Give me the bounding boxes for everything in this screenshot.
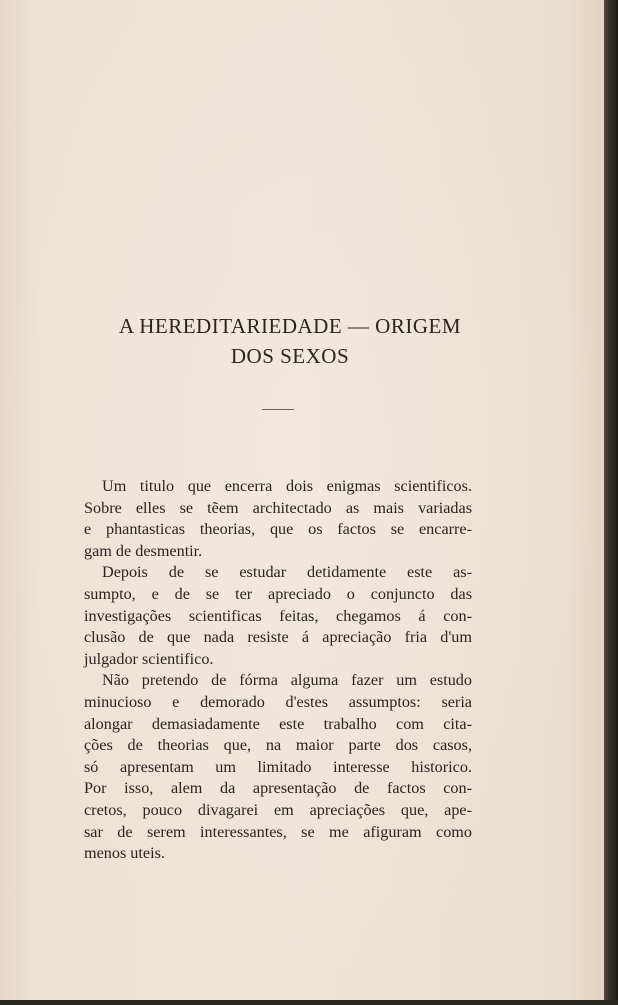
body-line: gam de desmentir. — [84, 541, 203, 560]
body-line: Não pretendo de fórma alguma fazer um estudo — [102, 671, 472, 690]
body-line: julgador scientifico. — [84, 649, 214, 668]
body-line: minucioso e demorado d'estes assumptos: seria — [84, 692, 472, 711]
page-bottom-shadow — [0, 1000, 618, 1005]
body-line: clusão de que nada resiste á apreciação fria d'um — [84, 628, 472, 647]
chapter-body — [84, 476, 472, 865]
body-line: cretos, pouco divagarei em apreciações que, ape- — [84, 800, 472, 819]
body-line: menos uteis. — [84, 844, 165, 863]
body-line: investigações scientificas feitas, chegamos á con- — [84, 606, 472, 625]
body-line: Sobre elles se tẽem architectado as mais variadas — [84, 498, 472, 517]
body-line: Depois de se estudar detidamente este as- — [102, 563, 472, 582]
chapter-title-line-1: A HEREDITARIEDADE — ORIGEM — [118, 314, 462, 338]
title-divider — [262, 409, 294, 410]
body-line: Um titulo que encerra dois enigmas scientificos. — [102, 477, 472, 495]
body-line: e phantasticas theorias, que os factos se encarre- — [84, 520, 472, 539]
chapter-title-line-2: DOS SEXOS — [230, 344, 350, 368]
body-line: Por isso, alem da apresentação de factos con- — [84, 779, 472, 798]
body-line: alongar demasiadamente este trabalho com cita- — [84, 714, 472, 733]
body-line: sar de serem interessantes, se me afiguram como — [84, 822, 472, 841]
book-binding-edge — [604, 0, 618, 1005]
body-line: sumpto, e de se ter apreciado o conjuncto das — [84, 584, 472, 603]
body-line: ções de theorias que, na maior parte dos casos, — [84, 736, 472, 755]
body-line: só apresentam um limitado interesse historico. — [84, 757, 472, 776]
